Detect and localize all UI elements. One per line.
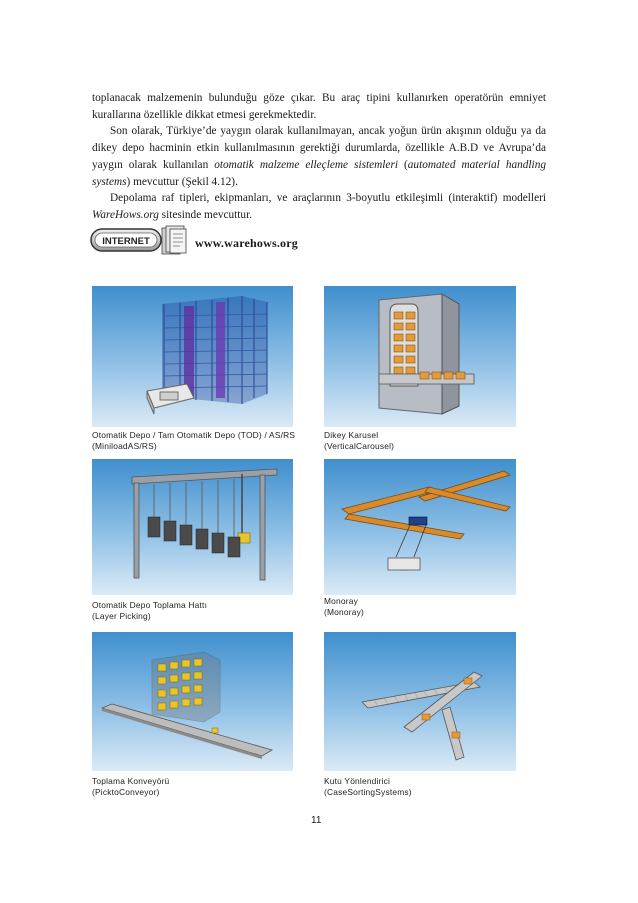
figure-asrs-image (92, 286, 293, 427)
paragraph-text: sitesinde mevcuttur. (158, 209, 253, 221)
internet-badge-label: INTERNET (102, 236, 150, 247)
figure-layer-picking-image (92, 459, 293, 595)
caption-line: (Layer Picking) (92, 611, 151, 621)
figure-vertical-carousel-image (324, 286, 516, 427)
paragraph-warehows (92, 190, 546, 224)
caption-line: (Monoray) (324, 607, 364, 617)
term-turkish: otomatik malzeme elleçleme sistemleri (214, 159, 398, 171)
caption-line: (MiniloadAS/RS) (92, 441, 157, 451)
page-number: 11 (311, 815, 322, 826)
paragraph-intro (92, 90, 546, 124)
term-english: automated material handling systems (92, 159, 546, 188)
figure-pick-to-conveyor-caption (92, 776, 169, 798)
figure-vertical-carousel-caption (324, 430, 394, 452)
internet-badge (90, 225, 190, 257)
caption-line: Kutu Yönlendirici (324, 776, 391, 786)
caption-line: Dikey Karusel (324, 430, 379, 440)
warehows-name: WareHows.org (92, 209, 159, 221)
caption-line: (VerticalCarousel) (324, 441, 395, 451)
paragraph-text: Son olarak, Türkiye’de yaygın olarak kullanılmayan, ancak yoğun ürün akışının olduğu ya da dikey depo hacminin etkin kullanılmasının gerektiği durumlarda, özellikle A.B.D ve Avrupa’da yaygın olarak kullanılan (92, 125, 546, 171)
paragraph-text: Depolama raf tipleri, ekipmanları, ve araçlarının 3-boyutlu etkileşimli (interaktif) modelleri (110, 192, 546, 204)
figure-asrs-caption (92, 430, 295, 452)
paragraph-text: ( (397, 159, 408, 171)
caption-line: Toplama Konveyörü (92, 776, 170, 786)
figure-monorail-image (324, 459, 516, 595)
paragraph-automated-systems (92, 123, 546, 191)
caption-line: (CaseSortingSystems) (324, 787, 412, 797)
figure-monorail-caption (324, 596, 364, 618)
paragraph-text: ) mevcuttur (Şekil 4.12). (126, 176, 238, 188)
caption-line: Otomatik Depo / Tam Otomatik Depo (TOD) / AS/RS (92, 430, 296, 440)
caption-line: Otomatik Depo Toplama Hattı (92, 600, 208, 610)
caption-line: Monoray (324, 596, 358, 606)
figure-case-sorting-caption (324, 776, 412, 798)
warehows-url-link[interactable]: www.warehows.org (195, 236, 298, 250)
figure-case-sorting-image (324, 632, 516, 771)
figure-pick-to-conveyor-image (92, 632, 293, 771)
paragraph-intro-text: toplanacak malzemenin bulunduğu göze çıkar. Bu araç tipini kullanırken operatörün emniyet kurallarına özellikle dikkat etmesi gerekmektedir. (92, 92, 546, 121)
caption-line: (PicktoConveyor) (92, 787, 160, 797)
figure-layer-picking-caption (92, 600, 207, 622)
